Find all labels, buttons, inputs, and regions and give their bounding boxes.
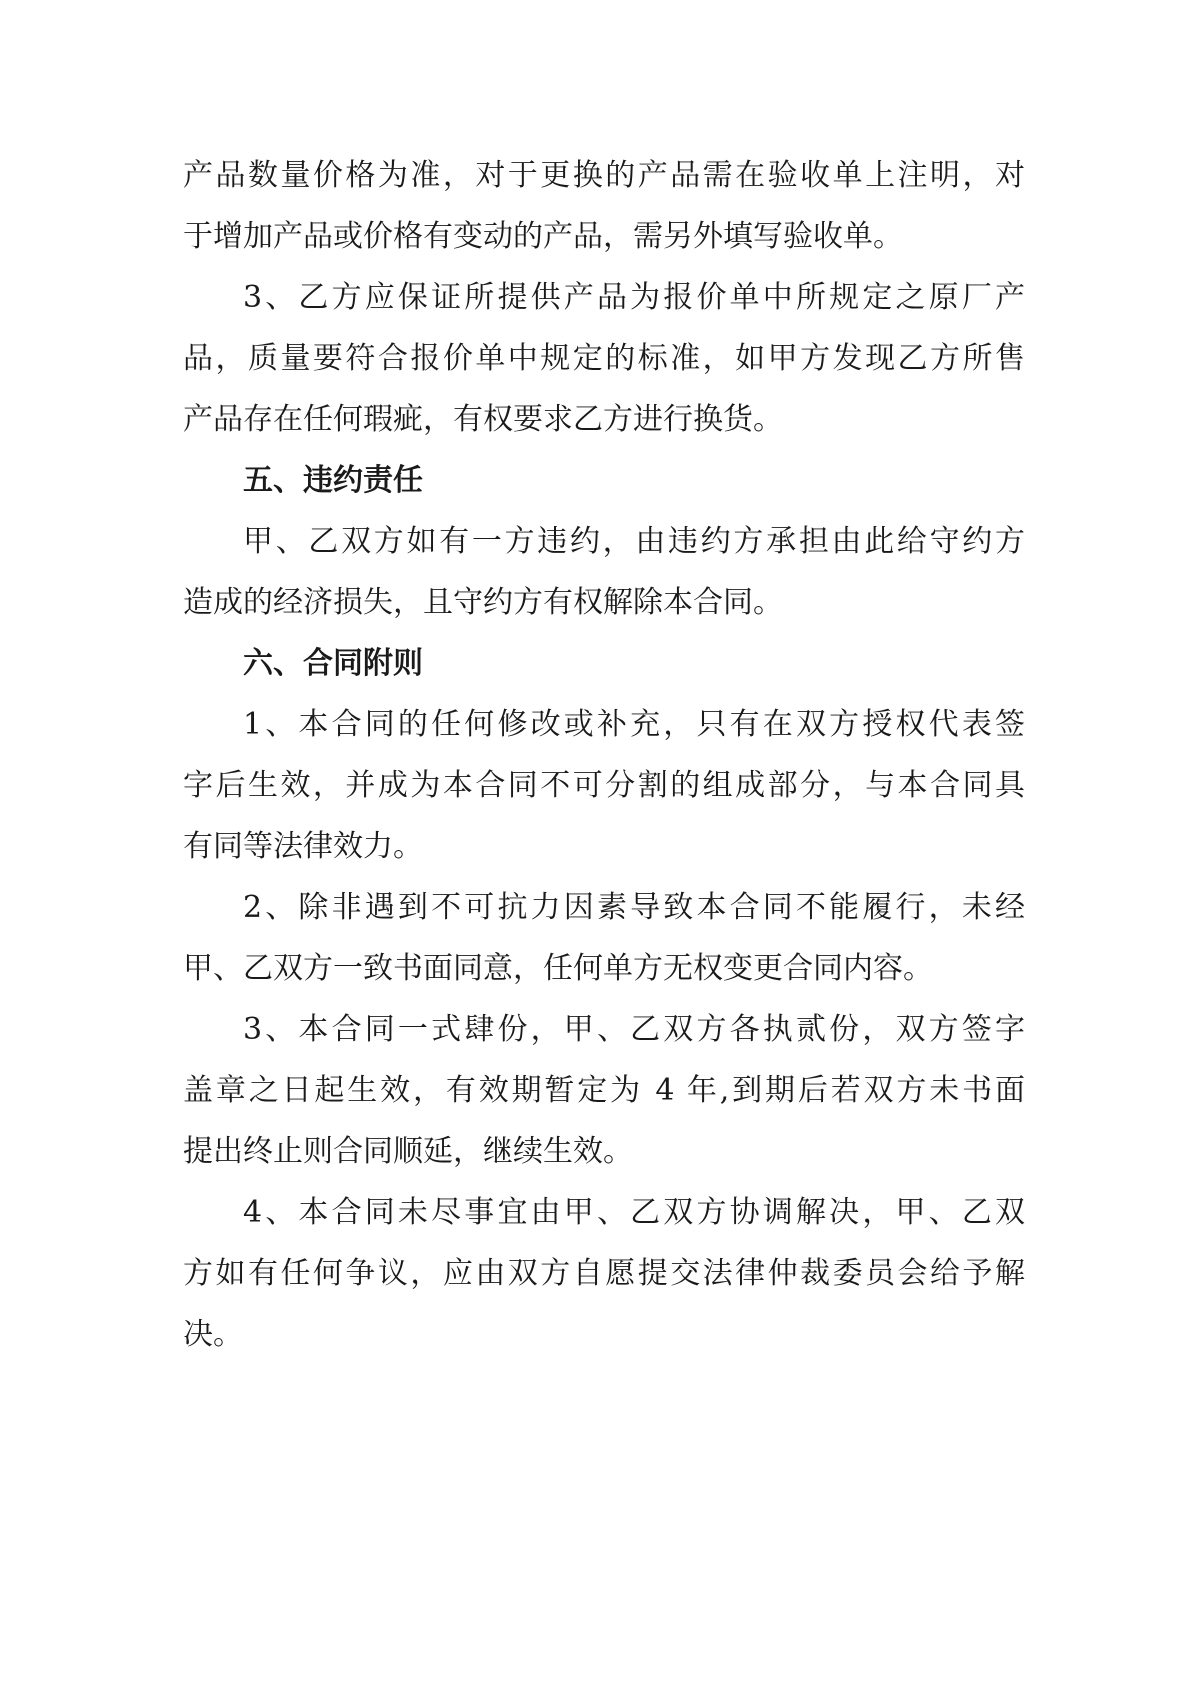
- section-heading-breach-liability: 五、违约责任: [243, 463, 423, 498]
- paragraph-line: 造成的经济损失，且守约方有权解除本合同。: [183, 585, 783, 620]
- paragraph-line: 有同等法律效力。: [183, 829, 423, 864]
- paragraph-line: 1、本合同的任何修改或补充，只有在双方授权代表签: [243, 707, 1025, 742]
- paragraph-line: 于增加产品或价格有变动的产品，需另外填写验收单。: [183, 219, 903, 254]
- paragraph-line: 提出终止则合同顺延，继续生效。: [183, 1134, 633, 1169]
- paragraph-line: 品，质量要符合报价单中规定的标准，如甲方发现乙方所售: [183, 341, 1025, 376]
- paragraph-line: 3、本合同一式肆份，甲、乙双方各执贰份，双方签字: [243, 1012, 1025, 1047]
- section-heading-supplementary-provisions: 六、合同附则: [243, 646, 423, 681]
- paragraph-line: 4、本合同未尽事宜由甲、乙双方协调解决，甲、乙双: [243, 1195, 1025, 1230]
- paragraph-line: 2、除非遇到不可抗力因素导致本合同不能履行，未经: [243, 890, 1025, 925]
- paragraph-line: 决。: [183, 1317, 243, 1352]
- paragraph-line: 产品数量价格为准，对于更换的产品需在验收单上注明，对: [183, 158, 1025, 193]
- paragraph-line: 产品存在任何瑕疵，有权要求乙方进行换货。: [183, 402, 783, 437]
- paragraph-line: 方如有任何争议，应由双方自愿提交法律仲裁委员会给予解: [183, 1256, 1025, 1291]
- paragraph-line: 字后生效，并成为本合同不可分割的组成部分，与本合同具: [183, 768, 1025, 803]
- paragraph-line: 甲、乙双方一致书面同意，任何单方无权变更合同内容。: [183, 951, 933, 986]
- paragraph-line: 3、乙方应保证所提供产品为报价单中所规定之原厂产: [243, 280, 1025, 315]
- paragraph-line: 盖章之日起生效，有效期暂定为 4 年,到期后若双方未书面: [183, 1073, 1025, 1108]
- document-body: [183, 145, 1025, 1365]
- paragraph-line: 甲、乙双方如有一方违约，由违约方承担由此给守约方: [243, 524, 1025, 559]
